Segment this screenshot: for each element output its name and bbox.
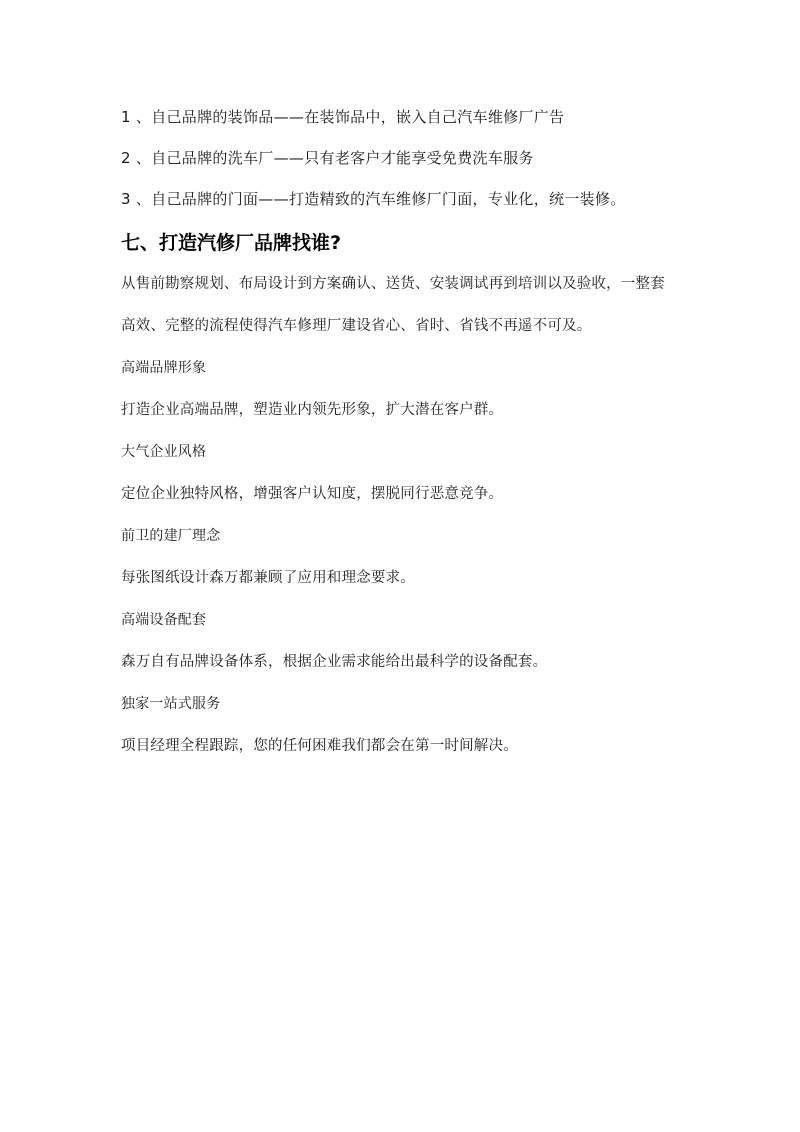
- paragraph-enterprise-style: 定位企业独特风格，增强客户认知度，摆脱同行恶意竞争。: [121, 486, 504, 502]
- intro-paragraph-line-1: 从售前勘察规划、布局设计到方案确认、送货、安装调试再到培训以及验收，一整套: [121, 276, 665, 292]
- subheading-one-stop-service: 独家一站式服务: [121, 696, 221, 712]
- list-item-2: 2 、自己品牌的洗车厂——只有老客户才能享受免费洗车服务: [121, 149, 534, 167]
- paragraph-one-stop-service: 项目经理全程跟踪，您的任何困难我们都会在第一时间解决。: [121, 738, 518, 754]
- paragraph-equipment: 森万自有品牌设备体系，根据企业需求能给出最科学的设备配套。: [121, 654, 548, 670]
- subheading-enterprise-style: 大气企业风格: [121, 444, 207, 460]
- subheading-brand-image: 高端品牌形象: [121, 360, 207, 376]
- intro-paragraph-line-2: 高效、完整的流程使得汽车修理厂建设省心、省时、省钱不再遥不可及。: [121, 318, 592, 334]
- paragraph-brand-image: 打造企业高端品牌，塑造业内领先形象，扩大潜在客户群。: [121, 402, 504, 418]
- subheading-equipment: 高端设备配套: [121, 612, 207, 628]
- subheading-factory-concept: 前卫的建厂理念: [121, 528, 221, 544]
- list-item-1: 1 、自己品牌的装饰品——在装饰品中，嵌入自己汽车维修厂广告: [121, 108, 565, 126]
- paragraph-factory-concept: 每张图纸设计森万都兼顾了应用和理念要求。: [121, 570, 415, 586]
- list-item-3: 3 、自己品牌的门面——打造精致的汽车维修厂门面，专业化，统一装修。: [121, 190, 626, 208]
- section-heading: 七、打造汽修厂品牌找谁?: [121, 232, 342, 254]
